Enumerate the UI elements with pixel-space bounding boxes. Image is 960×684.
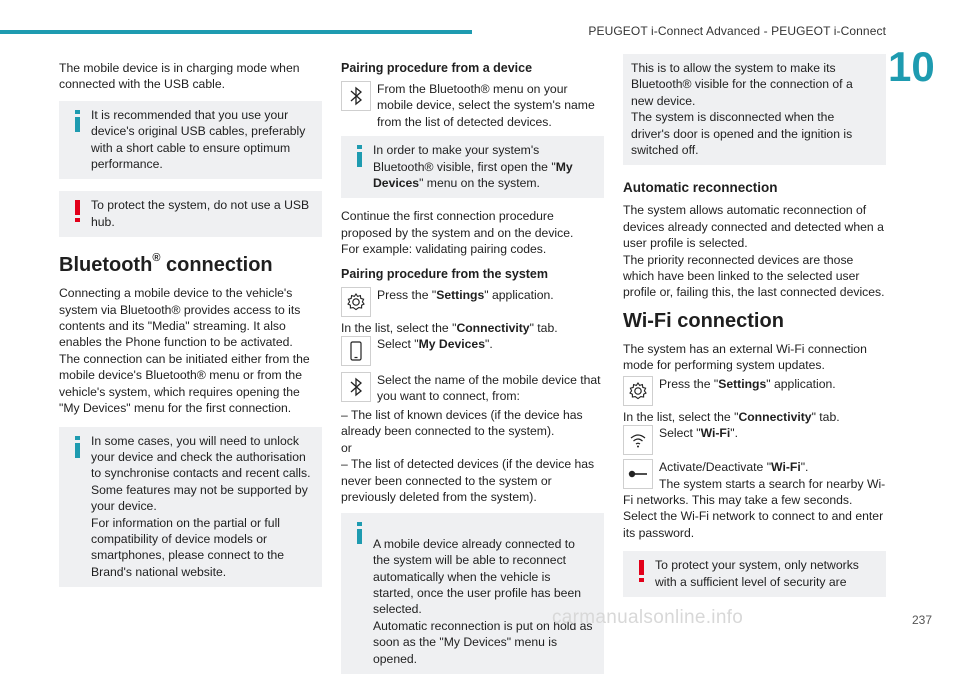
pairing-from-device-step: From the Bluetooth® menu on your mobile device, select the system's name from the list of detected devices. (341, 81, 604, 130)
wifi-section-heading: Wi-Fi connection (623, 309, 784, 332)
wifi-settings-step: Press the "Settings" application. (623, 376, 886, 406)
header-accent-bar (0, 30, 472, 34)
warning-note-usb-hub: To protect the system, do not use a USB hub. (59, 191, 322, 237)
warning-icon (636, 560, 648, 582)
automatic-reconnection-heading: Automatic reconnection (623, 180, 778, 196)
pairing-from-device-heading: Pairing procedure from a device (341, 61, 533, 75)
bluetooth-section-heading: Bluetooth® connection (59, 252, 273, 277)
settings-gear-icon (623, 376, 653, 406)
settings-step: Press the "Settings" application. (341, 287, 604, 317)
bluetooth-intro-text: Connecting a mobile device to the vehicle's system via Bluetooth® provides access to its contents and its "Media" streaming. It also enables the Phone function to be activated. (59, 286, 301, 350)
page-number: 237 (912, 613, 933, 627)
detected-devices-option: – The list of detected devices (if the device has never been connected to the system or previously deleted from the system). (341, 457, 595, 504)
running-header: PEUGEOT i-Connect Advanced - PEUGEOT i-Connect (588, 24, 886, 38)
wifi-icon (623, 425, 653, 455)
or-text: or (341, 440, 352, 455)
info-icon (72, 110, 84, 132)
connectivity-tab-step: In the list, select the "Connectivity" tab. (341, 320, 558, 335)
select-wifi-step: Select "Wi-Fi". (623, 425, 886, 455)
pairing-from-system-heading: Pairing procedure from the system (341, 266, 549, 281)
info-icon (72, 436, 84, 458)
continue-procedure-text: Continue the first connection procedure proposed by the system and on the device. For example: validating pairing codes. (341, 209, 574, 257)
known-devices-option: – The list of known devices (if the device has already been connected to the system). (341, 407, 583, 439)
phone-icon (341, 336, 371, 366)
chapter-number: 10 (888, 43, 935, 90)
column-right (623, 54, 886, 607)
info-note-visibility-continued: This is to allow the system to make its Bluetooth® visible for the connection of a new device. The system is disconnected when the driver's door is opened and the ignition is switched off. (623, 54, 886, 165)
bluetooth-icon (341, 372, 371, 402)
automatic-reconnection-text: The system allows automatic reconnection of devices already connected and detected when a user profile is selected. The priority reconnected devices are those which have been linked to the selected user profile or, failing this, the last connected devices. (623, 203, 885, 300)
bluetooth-icon (341, 81, 371, 111)
info-note-compatibility: In some cases, you will need to unlock your device and check the authorisation to synchronise contacts and recent calls. Some features may not be supported by your device. For information on the partial or full compatibility of device models or smartphones, please connect to the Brand's national website. (59, 427, 322, 588)
warning-icon (72, 200, 84, 222)
settings-gear-icon (341, 287, 371, 317)
bluetooth-connection-text: The connection can be initiated either from the mobile device's Bluetooth® menu or from the vehicle's system, which requires opening the "My Devices" menu for the first connection. (59, 351, 310, 416)
toggle-wifi-step: Activate/Deactivate "Wi-Fi". The system starts a search for nearby Wi-Fi networks. This may take a few seconds. Select the Wi-Fi network to connect to and enter its password. (623, 460, 886, 540)
column-middle (341, 60, 604, 684)
usb-charging-text: The mobile device is in charging mode when connected with the USB cable. (59, 61, 300, 92)
info-icon (354, 522, 366, 544)
info-note-usb-cables: It is recommended that you use your device's original USB cables, preferably with a short cable to ensure optimum performance. (59, 101, 322, 180)
warning-note-wifi-security: To protect your system, only networks with a sufficient level of security are (623, 551, 886, 597)
my-devices-step: Select "My Devices". (341, 336, 604, 366)
info-note-visibility: In order to make your system's Bluetooth® visible, first open the "My Devices" menu on the system. (341, 136, 604, 198)
info-icon (354, 145, 366, 167)
watermark: carmanualsonline.info (552, 607, 744, 628)
info-note-reconnection: A mobile device already connected to the system will be able to reconnect automatically when the vehicle is started, once the user profile has been selected. Automatic reconnection is put on hold as soon as the "My Devices" menu is opened. (341, 513, 604, 674)
wifi-connectivity-tab-step: In the list, select the "Connectivity" tab. (623, 409, 840, 424)
select-device-step: Select the name of the mobile device that you want to connect, from: (341, 372, 604, 405)
column-left (59, 60, 322, 597)
toggle-switch-icon (623, 459, 653, 489)
wifi-intro-text: The system has an external Wi-Fi connection mode for performing system updates. (623, 341, 867, 373)
